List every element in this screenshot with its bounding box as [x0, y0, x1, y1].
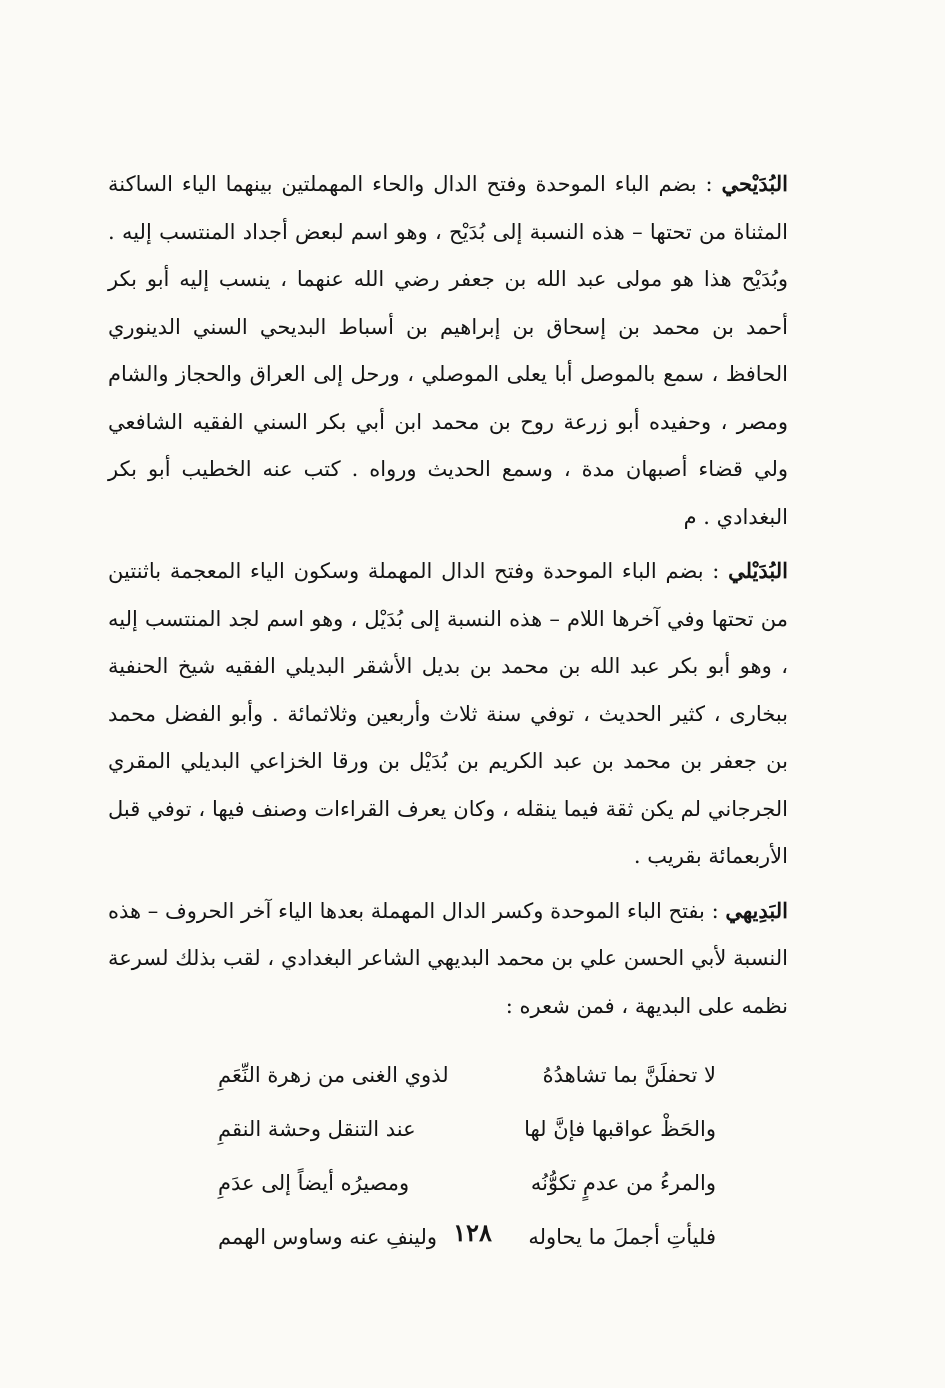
entry-text: : بفتح الباء الموحدة وكسر الدال المهملة بعدها الياء آخر الحروف – هذه النسبة لأبي الحسن علي بن محمد البديهي الشاعر البغدادي ، لقب بذلك لسرعة نظمه على البديهة ، فمن شعره : — [108, 898, 788, 1018]
verse-first-hemistich: لا تحفلَنَّ بما تشاهدُهُ — [542, 1063, 716, 1087]
verse-second-hemistich: ولينفِ عنه وساوس الهمم — [218, 1225, 438, 1249]
entry-text: : بضم الباء الموحدة وفتح الدال والحاء المهملتين بينهما الياء الساكنة المثناة من تحتها – هذه النسبة إلى بُدَيْح ، وهو اسم لبعض أجداد المنتسب إليه . وبُدَيْح هذا هو مولى عبد الله بن جعفر رضي الله عنهما ، ينسب إليه أبو بكر أحمد بن محمد بن إسحاق بن إبراهيم بن أسباط البديحي السني الدينوري الحافظ ، سمع بالموصل أبا يعلى الموصلي ، ورحل إلى العراق والحجاز والشام ومصر ، وحفيده أبو زرعة روح بن محمد ابن أبي بكر السني الفقيه الشافعي ولي قضاء أصبهان مدة ، وسمع الحديث ورواه . كتب عنه الخطيب أبو بكر البغدادي . م — [108, 172, 788, 529]
verse-first-hemistich: فليأتِ أجملَ ما يحاوله — [528, 1225, 716, 1249]
poem-verse — [218, 1048, 716, 1102]
verse-first-hemistich: والمرءُ من عدمٍ تكوُّنُه — [530, 1171, 716, 1195]
entry-text: : بضم الباء الموحدة وفتح الدال المهملة وسكون الياء المعجمة باثنتين من تحتها وفي آخرها اللام – هذه النسبة إلى بُدَيْل ، وهو اسم لجد المنتسب إليه ، وهو أبو بكر عبد الله بن محمد بن بديل الأشقر البديلي الفقيه شيخ الحنفية ببخارى ، كثير الحديث ، توفي سنة ثلاث وأربعين وثلاثمائة . وأبو الفضل محمد بن جعفر بن محمد بن عبد الكريم بن بُدَيْل بن ورقا الخزاعي البديلي المقري الجرجاني لم يكن ثقة فيما ينقله ، وكان يعرف القراءات وصنف فيها ، توفي قبل الأربعمائة بقريب . — [108, 559, 788, 868]
entry-heading: البَدِيهي — [725, 897, 788, 923]
verse-second-hemistich: ومصيرُه أيضاً إلى عدَمِ — [218, 1171, 410, 1195]
verse-second-hemistich: عند التنقل وحشة النقمِ — [218, 1117, 416, 1141]
poem-verse — [218, 1102, 716, 1156]
entry-badihi — [108, 887, 788, 1031]
page-body — [108, 160, 788, 1264]
entry-budayhi — [108, 160, 788, 541]
verse-first-hemistich: والحَظْ عواقبها فإنَّ لها — [524, 1117, 716, 1141]
verse-second-hemistich: لذوي الغنى من زهرة النِّعَمِ — [218, 1063, 449, 1087]
entry-heading: البُدَيْلي — [728, 558, 788, 583]
poem-verse — [218, 1156, 716, 1210]
entry-budayli — [108, 547, 788, 881]
entry-heading: البُدَيْحي — [721, 171, 788, 196]
page-number: ١٢٨ — [453, 1218, 492, 1247]
